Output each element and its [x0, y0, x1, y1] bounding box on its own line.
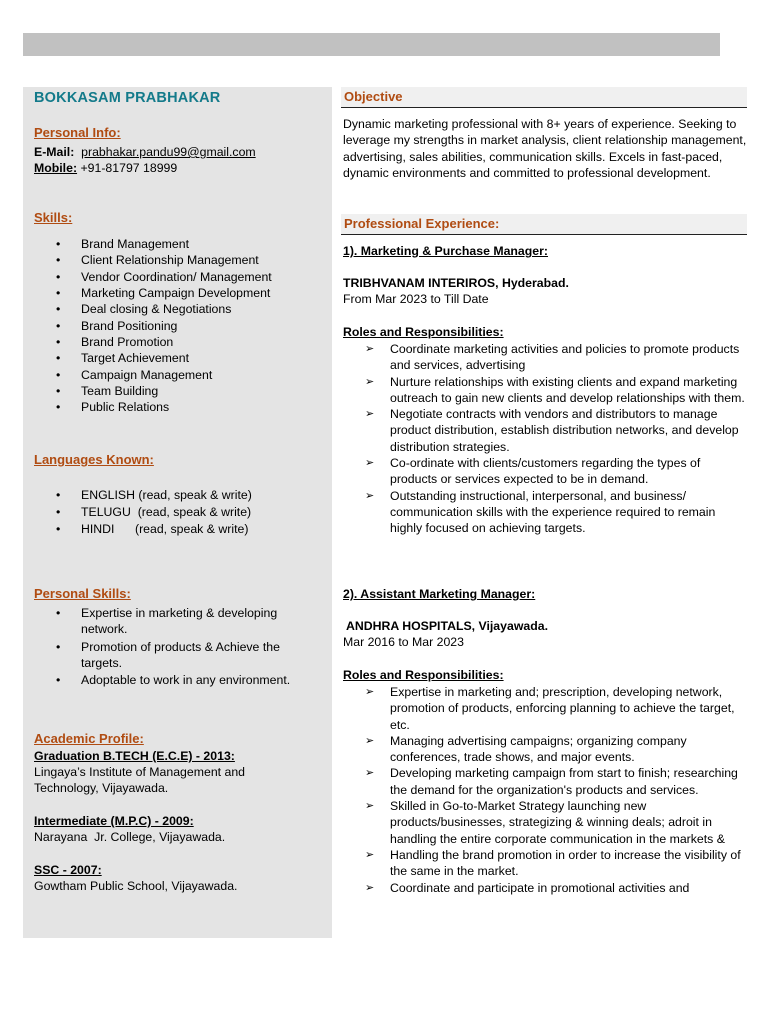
personal-skill-item: • Adoptable to work in any environment.	[34, 672, 309, 688]
ssc-institute: Gowtham Public School, Vijayawada.	[34, 879, 238, 893]
job2-role-item: ➢ Expertise in marketing and; prescription, developing network, promotion of products, enforcing planning to achieve the target, etc.	[343, 684, 747, 733]
skill-item: • Client Relationship Management	[34, 252, 272, 268]
language-item: • HINDI (read, speak & write)	[34, 521, 252, 538]
skill-item: • Brand Promotion	[34, 334, 272, 350]
experience-heading: Professional Experience:	[341, 214, 747, 235]
job2-company: ANDHRA HOSPITALS, Vijayawada.	[343, 619, 548, 633]
personal-skills-heading: Personal Skills:	[34, 586, 131, 601]
graduation-title: Graduation B.TECH (E.C.E) - 2013:	[34, 749, 235, 763]
personal-skill-item: • Expertise in marketing & developing network.	[34, 605, 309, 638]
email-line	[34, 144, 256, 160]
mobile-line	[34, 160, 177, 176]
objective-heading: Objective	[341, 87, 747, 108]
graduation-institute: Lingaya’s Institute of Management and	[34, 765, 246, 779]
mobile-label: Mobile:	[34, 161, 78, 175]
job2-roles-heading: Roles and Responsibilities:	[343, 668, 504, 682]
skill-item: • Marketing Campaign Development	[34, 285, 272, 301]
personal-info-heading: Personal Info:	[34, 125, 121, 140]
languages-list	[34, 487, 252, 538]
job1-role-item: ➢ Nurture relationships with existing clients and expand marketing outreach to gain new clients and develop relationships with them.	[343, 374, 747, 407]
job1-role-item: ➢ Co-ordinate with clients/customers regarding the types of products or services expected to be in demand.	[343, 455, 747, 488]
skill-item: • Target Achievement	[34, 350, 272, 366]
job1-roles-list	[343, 341, 747, 537]
job2-role-item: ➢ Handling the brand promotion in order to increase the visibility of the same in the market.	[343, 847, 747, 880]
job2-role-item: ➢ Developing marketing campaign from start to finish; researching the demand for the organization's products and services.	[343, 765, 747, 798]
academic-heading: Academic Profile:	[34, 731, 144, 746]
language-item: • TELUGU (read, speak & write)	[34, 504, 252, 521]
intermediate-title: Intermediate (M.P.C) - 2009:	[34, 814, 194, 828]
languages-heading: Languages Known:	[34, 452, 154, 467]
header-bar	[23, 33, 720, 56]
skills-list	[34, 236, 272, 416]
skill-item: • Brand Positioning	[34, 318, 272, 334]
ssc-title: SSC - 2007:	[34, 863, 102, 877]
skill-item: • Vendor Coordination/ Management	[34, 269, 272, 285]
job1-role-item: ➢ Negotiate contracts with vendors and distributors to manage product distribution, establish distribution networks, and develop distribution strategies.	[343, 406, 747, 455]
skills-heading: Skills:	[34, 210, 73, 225]
personal-skills-list	[34, 605, 309, 689]
job1-role-item: ➢ Coordinate marketing activities and policies to promote products and services, advertising	[343, 341, 747, 374]
personal-skill-item: • Promotion of products & Achieve the targets.	[34, 639, 309, 672]
mobile-number: +91-81797 18999	[80, 161, 178, 175]
job2-role-item: ➢ Managing advertising campaigns; organizing company conferences, trade shows, and major events.	[343, 733, 747, 766]
job2-role-item: ➢ Coordinate and participate in promotional activities and	[343, 880, 747, 896]
graduation-location: Technology, Vijayawada.	[34, 781, 169, 795]
job1-title: 1). Marketing & Purchase Manager:	[343, 244, 549, 258]
skill-item: • Team Building	[34, 383, 272, 399]
skill-item: • Campaign Management	[34, 367, 272, 383]
job1-period: From Mar 2023 to Till Date	[343, 292, 489, 306]
email-link[interactable]: prabhakar.pandu99@gmail.com	[81, 145, 256, 159]
job2-period: Mar 2016 to Mar 2023	[343, 635, 464, 649]
intermediate-institute: Narayana Jr. College, Vijayawada.	[34, 830, 226, 844]
job1-roles-heading: Roles and Responsibilities:	[343, 325, 504, 339]
skill-item: • Deal closing & Negotiations	[34, 301, 272, 317]
email-label: E-Mail:	[34, 145, 75, 159]
job2-role-item: ➢ Skilled in Go-to-Market Strategy launching new products/businesses, strategizing & winning deals; adroit in handling the entire corporate communication in the markets &	[343, 798, 747, 847]
skill-item: • Public Relations	[34, 399, 272, 415]
candidate-name: BOKKASAM PRABHAKAR	[34, 90, 221, 106]
language-item: • ENGLISH (read, speak & write)	[34, 487, 252, 504]
objective-text: Dynamic marketing professional with 8+ years of experience. Seeking to leverage my strengths in market analysis, client relationship management, advertising, sales abilities, communication skills. Excels in fast-paced, dynamic environments and committed to professional development.	[343, 117, 747, 180]
skill-item: • Brand Management	[34, 236, 272, 252]
job2-title: 2). Assistant Marketing Manager:	[343, 587, 536, 601]
job1-role-item: ➢ Outstanding instructional, interpersonal, and business/ communication skills with the experience required to remain highly focused on achieving targets.	[343, 488, 747, 537]
job1-company: TRIBHVANAM INTERIROS, Hyderabad.	[343, 276, 569, 290]
job2-roles-list	[343, 684, 747, 896]
